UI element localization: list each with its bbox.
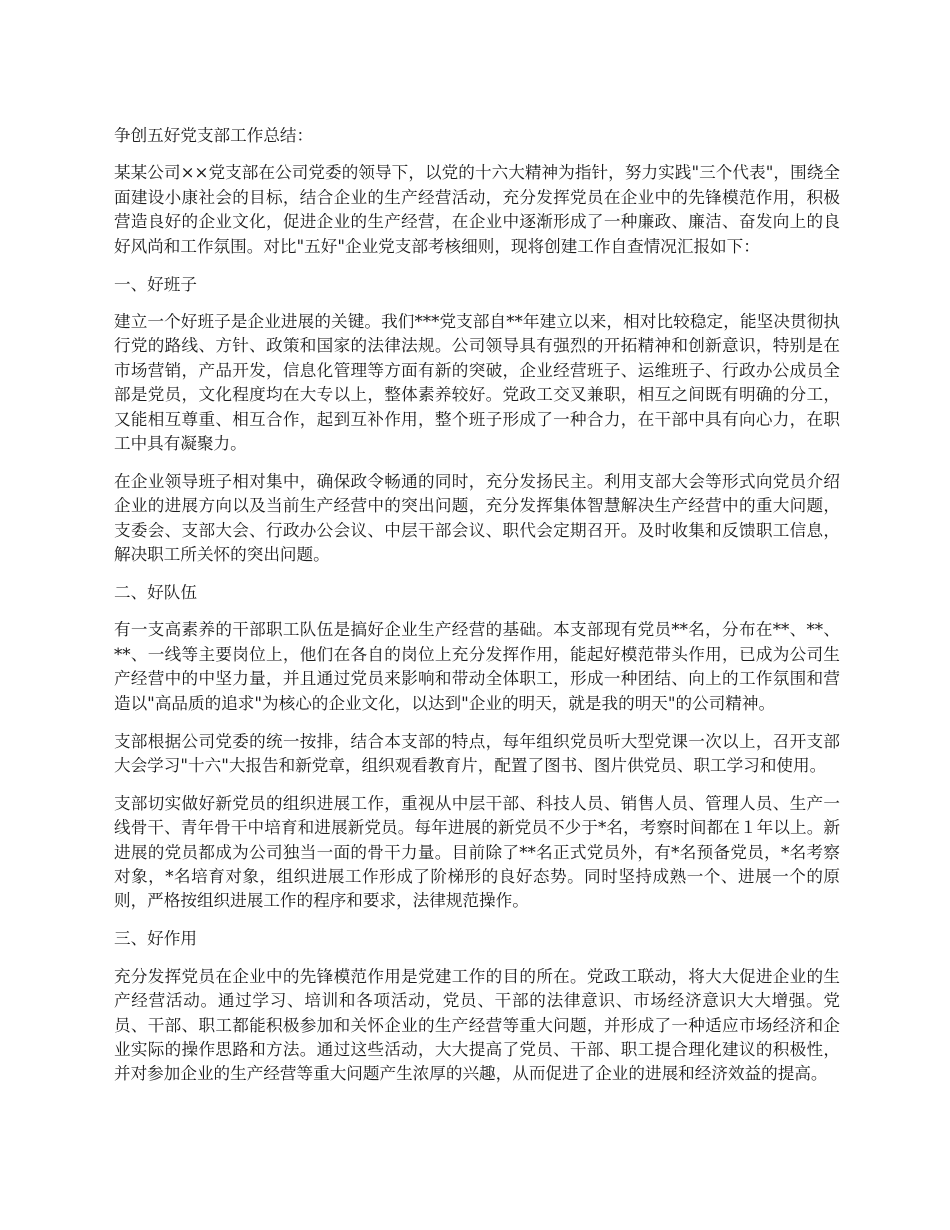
section-heading-good-team: 一、好班子: [114, 274, 197, 294]
section-heading-good-role: 三、好作用: [114, 929, 197, 949]
body-paragraph: 在企业领导班子相对集中，确保政令畅通的同时，充分发扬民主。利用支部大会等形式向党员介绍企业的进展方向以及当前生产经营中的突出问题，充分发挥集体智慧解决生产经营中的重大问题，支委会、支部大会、行政办公会议、中层干部会议、职代会定期召开。及时收集和反馈职工信息，解决职工所关怀的突出问题。: [114, 471, 840, 565]
body-paragraph: 充分发挥党员在企业中的先锋模范作用是党建工作的目的所在。党政工联动，将大大促进企业的生产经营活动。通过学习、培训和各项活动，党员、干部的法律意识、市场经济意识大大增强。党员、干部、职工都能积极参加和关怀企业的生产经营等重大问题，并形成了一种适应市场经济和企业实际的操作思路和方法。通过这些活动，大大提高了党员、干部、职工提合理化建议的积极性，并对参加企业的生产经营等重大问题产生浓厚的兴趣，从而促进了企业的进展和经济效益的提高。: [114, 966, 840, 1084]
section-heading-good-staff: 二、好队伍: [114, 583, 197, 602]
document-body: [114, 124, 840, 1100]
body-paragraph: 支部切实做好新党员的组织进展工作，重视从中层干部、科技人员、销售人员、管理人员、生产一线骨干、青年骨干中培育和进展新党员。每年进展的新党员不少于*名，考察时间都在１年以上。新进展的党员都成为公司独当一面的骨干力量。目前除了**名正式党员外，有*名预备党员，*名考察对象，*名培育对象，组织进展工作形成了阶梯形的良好态势。同时坚持成熟一个、进展一个的原则，严格按组织进展工作的程序和要求，法律规范操作。: [114, 793, 840, 911]
intro-paragraph: 某某公司××党支部在公司党委的领导下，以党的十六大精神为指针，努力实践"三个代表"，围绕全面建设小康社会的目标，结合企业的生产经营活动，充分发挥党员在企业中的先锋模范作用，积极营造良好的企业文化，促进企业的生产经营，在企业中逐渐形成了一种廉政、廉洁、奋发向上的良好风尚和工作氛围。对比"五好"企业党支部考核细则，现将创建工作自查情况汇报如下：: [114, 163, 840, 256]
body-paragraph: 支部根据公司党委的统一按排，结合本支部的特点，每年组织党员听大型党课一次以上，召开支部大会学习"十六"大报告和新党章，组织观看教育片，配置了图书、图片供党员、职工学习和使用。: [114, 731, 840, 775]
body-paragraph: 建立一个好班子是企业进展的关键。我们***党支部自**年建立以来，相对比较稳定，能坚决贯彻执行党的路线、方针、政策和国家的法律法规。公司领导具有强烈的开拓精神和创新意识，特别是在市场营销，产品开发，信息化管理等方面有新的突破，企业经营班子、运维班子、行政办公成员全部是党员，文化程度均在大专以上，整体素养较好。党政工交叉兼职，相互之间既有明确的分工，又能相互尊重、相互合作，起到互补作用，整个班子形成了一种合力，在干部中具有向心力，在职工中具有凝聚力。: [114, 311, 840, 453]
body-paragraph: 有一支高素养的干部职工队伍是搞好企业生产经营的基础。本支部现有党员**名，分布在**、**、**、一线等主要岗位上，他们在各自的岗位上充分发挥作用，能起好模范带头作用，已成为公司生产经营中的中坚力量，并且通过党员来影响和带动全体职工，形成一种团结、向上的工作氛围和营造以"高品质的追求"为核心的企业文化，以达到"企业的明天，就是我的明天"的公司精神。: [114, 620, 840, 713]
document-title: 争创五好党支部工作总结：: [114, 126, 314, 145]
